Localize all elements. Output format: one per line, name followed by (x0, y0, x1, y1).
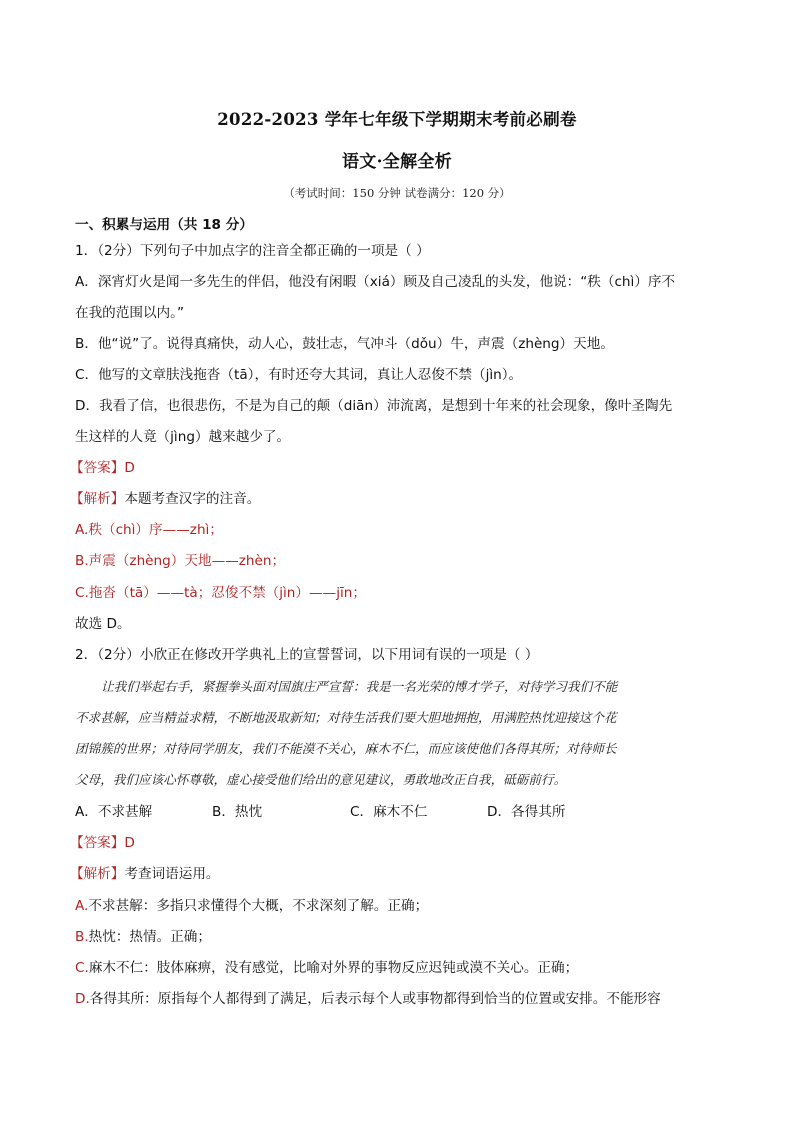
q2-explanation-a (75, 897, 428, 915)
analysis-text: 本题考查汉字的注音。 (124, 491, 261, 507)
section-heading: 一、积累与运用（共 18 分） (75, 217, 253, 233)
explanation-text: 不求甚解：多指只求懂得个大概，不求深刻了解。正确； (88, 898, 429, 914)
q2-answer (70, 834, 135, 852)
q1-analysis (70, 490, 260, 508)
q2-explanation-d (75, 990, 661, 1008)
q1-option-b: B．他“说”了。说得真痛快，动人心，鼓壮志，气冲斗（dǒu）牛，声震（zhèng）天地。 (75, 336, 614, 352)
q2-option-d: D．各得其所 (487, 804, 566, 820)
q2-explanation-c (75, 959, 578, 977)
q1-stem: 1．（2分）下列句子中加点字的注音全都正确的一项是（ ） (75, 243, 430, 259)
q2-option-b: B．热忱 (212, 804, 263, 820)
q2-passage-line: 父母，我们应该心怀尊敬，虚心接受他们给出的意见建议，勇敢地改正自我，砥砺前行。 (75, 772, 567, 787)
q2-passage-line: 不求甚解，应当精益求精，不断地汲取新知；对待生活我们要大胆地拥抱，用满腔热忱迎接这个花 (75, 710, 617, 725)
q1-option-a-cont: 在我的范围以内。” (75, 305, 184, 321)
explanation-label: B. (75, 929, 89, 945)
q1-conclusion: 故选 D。 (75, 616, 131, 632)
q2-option-c: C．麻木不仁 (350, 804, 428, 820)
answer-tag: 【答案】 (70, 460, 125, 476)
explanation-label: C. (75, 960, 89, 976)
q2-explanation-b (75, 928, 211, 946)
q1-explanation-c: C.拖沓（tā）——tà；忍俊不禁（jìn）——jīn； (75, 585, 366, 601)
q1-option-d-cont: 生这样的人竟（jìng）越来越少了。 (75, 429, 291, 445)
document-title: 2022-2023 学年七年级下学期期末考前必刷卷 (217, 110, 577, 129)
explanation-text: 麻木不仁：肢体麻痹，没有感觉，比喻对外界的事物反应迟钝或漠不关心。正确； (88, 960, 579, 976)
analysis-text: 考查词语运用。 (124, 866, 220, 882)
explanation-label: A. (75, 898, 89, 914)
q1-option-c: C．他写的文章肤浅拖沓（tā），有时还夸大其词，真让人忍俊不禁（jìn）。 (75, 367, 523, 383)
q2-passage-line: 团锦簇的世界；对待同学朋友，我们不能漠不关心，麻木不仁，而应该使他们各得其所；对待师长 (75, 741, 617, 756)
analysis-tag: 【解析】 (70, 491, 125, 507)
exam-info: （考试时间：150 分钟 试卷满分：120 分） (283, 186, 511, 200)
q2-analysis (70, 865, 220, 883)
explanation-label: D. (75, 991, 90, 1007)
explanation-text: 各得其所：原指每个人都得到了满足，后表示每个人或事物都得到恰当的位置或安排。不能形容 (89, 991, 661, 1007)
q1-explanation-a: A.秩（chì）序——zhì； (75, 522, 223, 538)
q2-option-a: A．不求甚解 (75, 804, 153, 820)
document-subtitle: 语文·全解全析 (341, 152, 453, 172)
q1-option-a: A．深宵灯火是闻一多先生的伴侣，他没有闲暇（xiá）顾及自己凌乱的头发，他说：“秩（chì）序不 (75, 274, 676, 290)
answer-value: D (124, 835, 135, 851)
q2-stem: 2．（2分）小欣正在修改开学典礼上的宣誓誓词，以下用词有误的一项是（ ） (75, 647, 539, 663)
q2-passage-line: 让我们举起右手，紧握拳头面对国旗庄严宣誓：我是一名光荣的博才学子，对待学习我们不能 (101, 679, 618, 694)
q1-answer (70, 459, 135, 477)
q1-explanation-b: B.声震（zhèng）天地——zhèn； (75, 553, 286, 569)
q1-option-d: D．我看了信，也很悲伤，不是为自己的颠（diān）沛流离，是想到十年来的社会现象，像叶圣陶先 (75, 398, 673, 414)
answer-tag: 【答案】 (70, 835, 125, 851)
explanation-text: 热忱：热情。正确； (88, 929, 211, 945)
analysis-tag: 【解析】 (70, 866, 125, 882)
answer-value: D (124, 460, 135, 476)
